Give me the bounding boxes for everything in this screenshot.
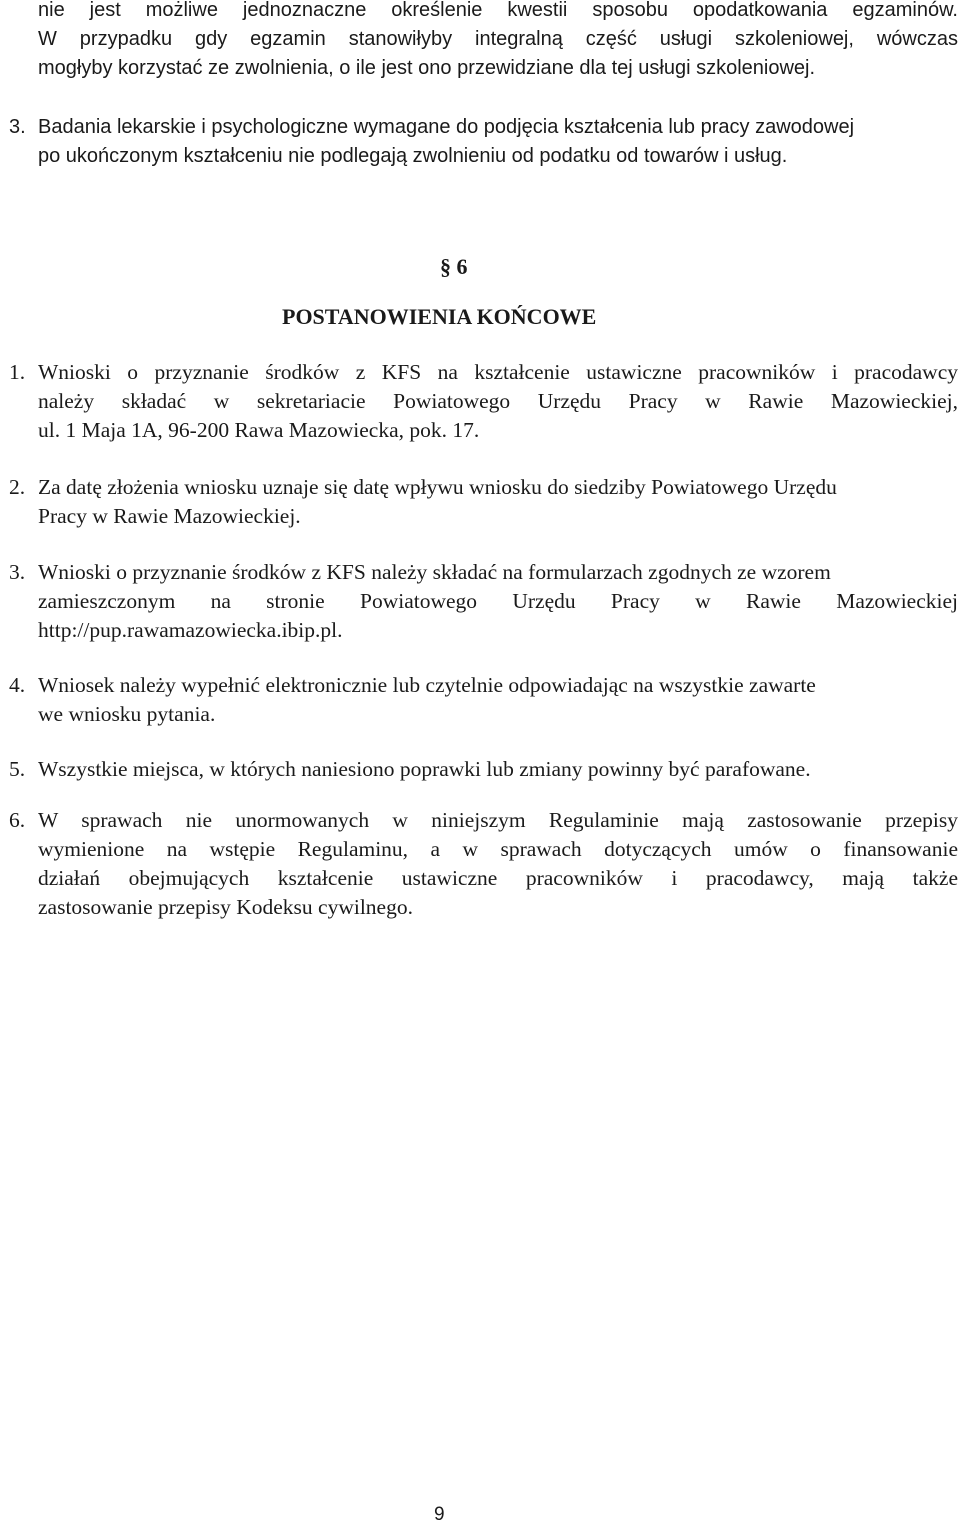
item-number: 1. — [9, 360, 26, 384]
item-line: Wniosek należy wypełnić elektronicznie lub czytelnie odpowiadając na wszystkie zawarte — [38, 673, 816, 697]
intro-line: nie jest możliwe jednoznaczne określenie kwestii sposobu opodatkowania egzaminów. — [38, 0, 958, 21]
item-line: W sprawach nie unormowanych w niniejszym Regulaminie mają zastosowanie przepisy — [38, 808, 958, 832]
item-line: Pracy w Rawie Mazowieckiej. — [38, 504, 301, 528]
section-mark: § 6 — [440, 254, 468, 279]
item-number: 2. — [9, 475, 26, 499]
item-line: http://pup.rawamazowiecka.ibip.pl. — [38, 618, 343, 642]
section-title: POSTANOWIENIA KOŃCOWE — [282, 304, 597, 329]
item-line: zastosowanie przepisy Kodeksu cywilnego. — [38, 895, 413, 919]
item-line: należy składać w sekretariacie Powiatowego Urzędu Pracy w Rawie Mazowieckiej, — [38, 389, 958, 413]
intro-line: mogłyby korzystać ze zwolnienia, o ile jest ono przewidziane dla tej usługi szkoleniowej. — [38, 57, 816, 79]
item-line: po ukończonym kształceniu nie podlegają zwolnieniu od podatku od towarów i usług. — [38, 145, 788, 167]
item-number: 5. — [9, 757, 26, 781]
item-line: Wszystkie miejsca, w których naniesiono poprawki lub zmiany powinny być parafowane. — [38, 757, 811, 781]
list-item-1 — [9, 358, 958, 445]
item-number: 4. — [9, 673, 26, 697]
item-number: 3. — [9, 116, 26, 138]
intro-paragraph — [38, 0, 958, 83]
item-line: wymienione na wstępie Regulaminu, a w sprawach dotyczących umów o finansowanie — [38, 837, 958, 861]
intro-line: W przypadku gdy egzamin stanowiłyby integralną część usługi szkoleniowej, wówczas — [38, 28, 958, 50]
item-line: Wnioski o przyznanie środków z KFS należy składać na formularzach zgodnych ze wzorem — [38, 560, 831, 584]
item-line: Za datę złożenia wniosku uznaje się datę wpływu wniosku do siedziby Powiatowego Urzędu — [38, 475, 837, 499]
list-item-6 — [9, 806, 958, 922]
list-item-4 — [9, 671, 958, 729]
item-number: 6. — [9, 808, 26, 832]
page-number: 9 — [434, 1504, 445, 1525]
item-number: 3. — [9, 560, 26, 584]
previous-point-3 — [9, 113, 958, 171]
item-line: zamieszczonym na stronie Powiatowego Urzędu Pracy w Rawie Mazowieckiej — [38, 589, 958, 613]
list-item-5 — [9, 755, 958, 784]
item-line: ul. 1 Maja 1A, 96-200 Rawa Mazowiecka, pok. 17. — [38, 418, 480, 442]
item-line: Wnioski o przyznanie środków z KFS na kształcenie ustawiczne pracowników i pracodawcy — [38, 360, 958, 384]
item-line: Badania lekarskie i psychologiczne wymagane do podjęcia kształcenia lub pracy zawodowej — [38, 116, 855, 138]
list-item-2 — [9, 473, 958, 531]
list-item-3 — [9, 558, 958, 645]
item-line: działań obejmujących kształcenie ustawiczne pracowników i pracodawcy, mają także — [38, 866, 958, 890]
item-line: we wniosku pytania. — [38, 702, 216, 726]
